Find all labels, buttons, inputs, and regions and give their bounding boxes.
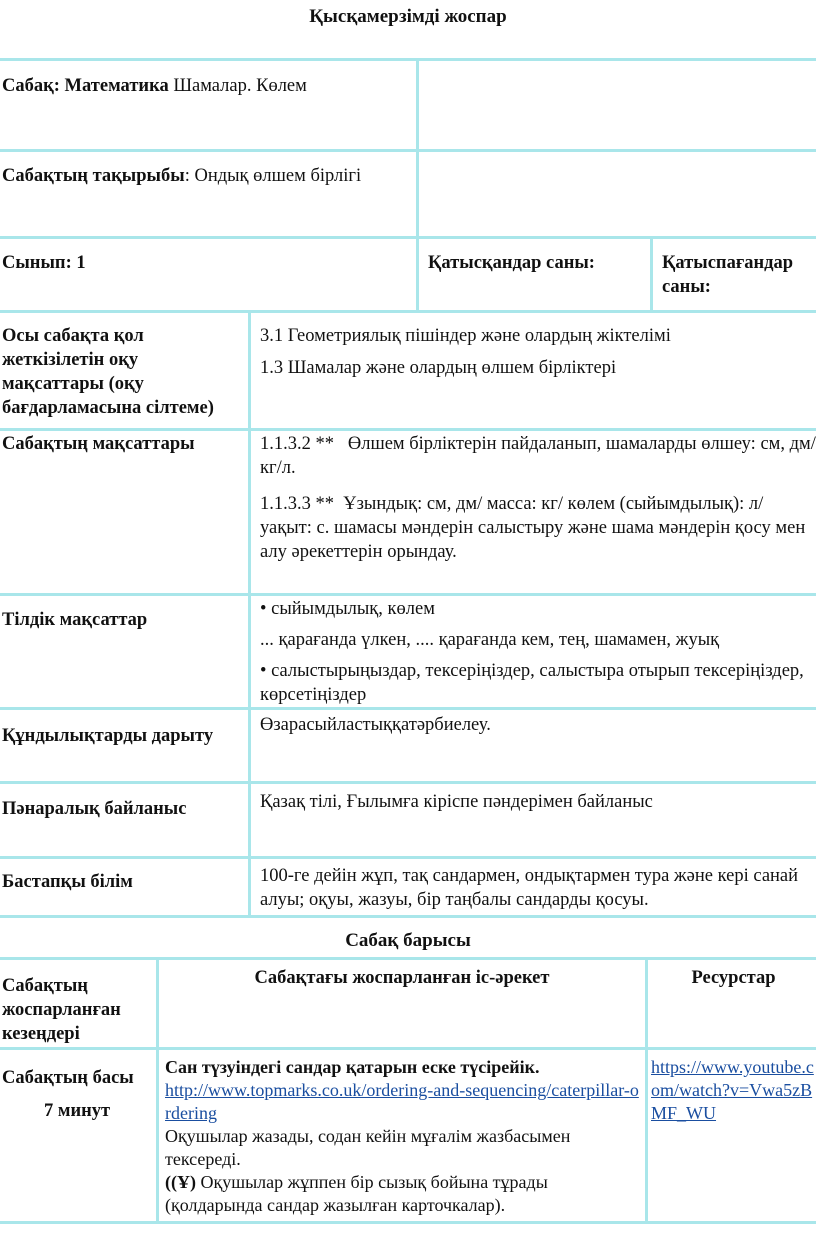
table-border [0,593,816,596]
table-border [0,707,816,710]
table-border [0,58,816,61]
activity-marker: ((Ұ) [165,1172,196,1192]
curriculum-line: 1.3 Шамалар және олардың өлшем бірліктері [260,358,617,378]
table-border [0,149,816,152]
values-label: Құндылықтарды дарыту [2,726,214,746]
objective-paragraph [260,432,816,480]
stage-time: 7 минут [44,1101,111,1121]
curriculum-label: Осы сабақта қол жеткізілетін оқу мақсаттары (оқу бағдарламасына сілтеме) [2,326,214,418]
curriculum-line: 3.1 Геометриялық пішіндер және олардың жіктелімі [260,326,671,346]
objective-text: Ұзындық: см, дм/ масса: кг/ көлем (сыйымдылық): л/ уақыт: с. шамасы мәндерін салыстыру және шама мәндерін қосу мен алу әрекеттерін орындау. [260,494,806,562]
prior-value: 100-ге дейін жұп, тақ сандармен, ондықтармен тура және кері санай алуы; оқуы, жазуы, бір таңбалы сандарды қосуы. [260,866,799,910]
objectives-label-cell [2,432,242,456]
language-label-cell [2,608,242,632]
present-cell [428,251,648,275]
topic-value: : Ондық өлшем бірлігі [184,166,362,186]
activity-header-cell [162,966,642,990]
activity-text: Оқушылар жазады, содан кейін мұғалім жазбасымен тексереді. [165,1126,571,1169]
lesson-cell [2,74,412,98]
table-border [0,781,816,784]
absent-cell [662,251,816,299]
table-border [0,957,816,960]
table-border [0,428,816,431]
prior-value-cell [260,864,816,912]
grade-cell [2,251,412,275]
stage-name: Сабақтың басы [2,1068,134,1088]
language-line: • сыйымдылық, көлем [260,599,435,619]
document-title: Қысқамерзімді жоспар [309,6,507,27]
table-border [0,856,816,859]
activity-text-2: Оқушылар жұппен бір сызық бойына тұрады (қолдарында сандар жазылған карточкалар). [165,1172,548,1215]
language-value-cell [260,597,816,707]
language-line: ... қарағанда үлкен, .... қарағанда кем, тең, шамамен, жуық [260,630,720,650]
table-border [650,236,653,310]
table-border [645,957,648,1224]
prior-label: Бастапқы білім [2,872,133,892]
table-border [416,58,419,310]
objective-code: 1.1.3.3 ** [260,494,334,514]
lesson-value: Шамалар. Көлем [168,76,307,96]
progress-title: Сабақ барысы [345,930,471,951]
table-border [156,957,159,1224]
present-label: Қатысқандар саны: [428,253,595,273]
topic-cell [2,164,412,188]
language-line: • салыстырыңыздар, тексеріңіздер, салыстыра отырып тексеріңіздер, көрсетіңіздер [260,661,804,705]
activity-link[interactable]: http://www.topmarks.co.uk/ordering-and-sequencing/caterpillar-ordering [165,1080,639,1123]
stage-header-cell [2,974,152,1046]
values-label-cell [2,724,242,748]
stage-header: Сабақтың жоспарланған кезеңдері [2,976,121,1044]
objective-text: Өлшем бірліктерін пайдаланып, шамаларды өлшеу: см, дм/кг/л. [260,434,816,478]
objectives-label: Сабақтың мақсаттары [2,434,195,454]
resources-header-cell [651,966,816,990]
crosscurricular-label: Пәнаралық байланыс [2,799,187,819]
stage-cell [2,1066,152,1123]
activity-title: Сан түзуіндегі сандар қатарын еске түсірейік. [165,1057,540,1077]
language-label: Тілдік мақсаттар [2,610,148,630]
table-border [0,1221,816,1224]
resource-link[interactable]: https://www.youtube.com/watch?v=Vwa5zBMF_WU [651,1057,814,1123]
table-border [0,915,816,918]
lesson-label: Сабақ: Математика [2,76,169,96]
activity-header: Сабақтағы жоспарланған іс-әрекет [254,968,550,988]
objective-paragraph [260,492,816,564]
objective-code: 1.1.3.2 ** [260,434,334,454]
table-border [248,310,251,915]
grade-label: Сынып: 1 [2,253,86,273]
table-border [0,310,816,313]
resources-header: Ресурстар [691,968,776,988]
table-border [0,236,816,239]
crosscurricular-value-cell [260,790,816,814]
prior-label-cell [2,870,242,894]
crosscurricular-value: Қазақ тілі, Ғылымға кіріспе пәндерімен байланыс [260,792,653,812]
objectives-value-cell [260,432,816,564]
topic-label: Сабақтың тақырыбы [2,166,185,186]
resources-cell [651,1056,816,1125]
values-value-cell [260,713,816,737]
absent-label: Қатыспағандар саны: [662,253,794,297]
table-border [0,1047,816,1050]
activity-cell [165,1056,643,1217]
curriculum-label-cell [2,324,242,420]
curriculum-value-cell [260,324,816,380]
values-value: Өзарасыйластыққатәрбиелеу. [260,715,491,735]
crosscurricular-label-cell [2,797,242,821]
